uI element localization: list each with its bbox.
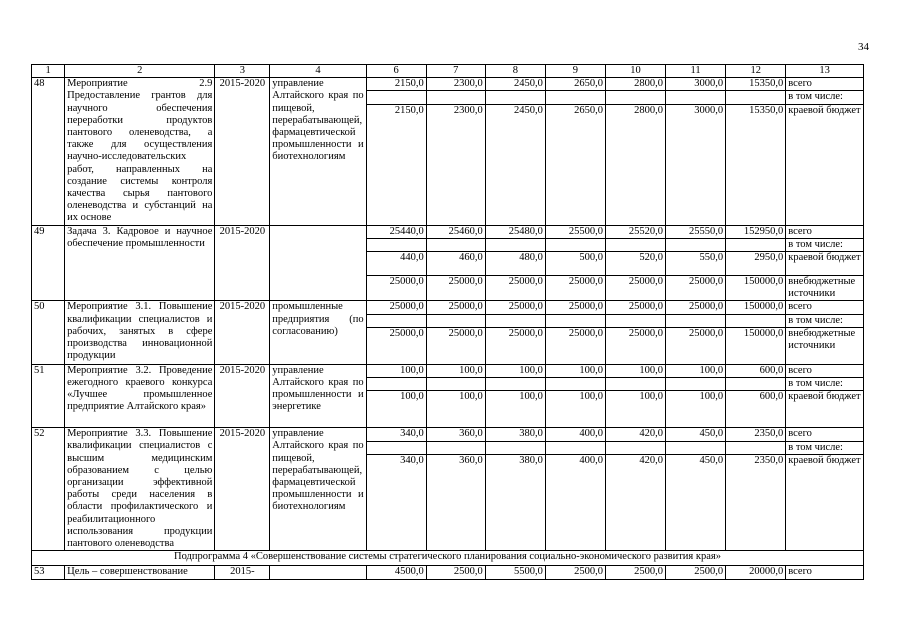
value-cell: 25000,0 xyxy=(666,301,726,314)
row-number: 51 xyxy=(32,364,65,427)
table-row xyxy=(32,364,864,377)
executor: управление Алтайского края по пищевой, перерабатывающей, фармацевтической промышленности и биотехнологиям xyxy=(270,428,366,551)
value-cell: 2150,0 xyxy=(366,104,426,225)
empty-cell xyxy=(605,441,665,454)
value-cell: 4500,0 xyxy=(366,566,426,579)
value-cell: 25550,0 xyxy=(666,225,726,238)
value-cell: 340,0 xyxy=(366,428,426,441)
table-row xyxy=(32,566,864,579)
value-cell: 460,0 xyxy=(426,252,485,276)
value-cell: 360,0 xyxy=(426,454,485,551)
value-cell: 3000,0 xyxy=(666,104,726,225)
value-cell: 150000,0 xyxy=(726,327,786,364)
empty-cell xyxy=(605,314,665,327)
empty-cell xyxy=(485,238,545,251)
value-cell: 600,0 xyxy=(726,364,786,377)
source-note: внебюджетные источники xyxy=(786,276,864,301)
source-note: всего xyxy=(786,225,864,238)
col-header: 2 xyxy=(65,65,215,78)
col-header: 12 xyxy=(726,65,786,78)
value-cell: 25440,0 xyxy=(366,225,426,238)
value-cell: 150000,0 xyxy=(726,301,786,314)
value-cell: 2500,0 xyxy=(545,566,605,579)
col-header: 13 xyxy=(786,65,864,78)
empty-cell xyxy=(666,238,726,251)
empty-cell xyxy=(666,441,726,454)
measure-name: Мероприятие 2.9 Предоставление грантов для научного обеспечения переработки продуктов пантового оленеводства, а также для осуществления научно-исследовательских работ, направленных на создание системы контроля качества сырья пантового оленеводства и субстанций на их основе xyxy=(65,78,215,225)
source-note: в том числе: xyxy=(786,238,864,251)
value-cell: 100,0 xyxy=(485,391,545,428)
col-header: 1 xyxy=(32,65,65,78)
value-cell: 25000,0 xyxy=(485,327,545,364)
value-cell: 25000,0 xyxy=(485,301,545,314)
empty-cell xyxy=(726,238,786,251)
value-cell: 2350,0 xyxy=(726,454,786,551)
executor: управление Алтайского края по промышленности и энергетике xyxy=(270,364,366,427)
col-header: 4 xyxy=(270,65,366,78)
measure-name: Цель – совершенствование xyxy=(65,566,215,579)
measure-name: Мероприятие 3.2. Проведение ежегодного краевого конкурса «Лучшее промышленное предприятие Алтайского края» xyxy=(65,364,215,427)
source-note: краевой бюджет xyxy=(786,252,864,276)
empty-cell xyxy=(426,238,485,251)
value-cell: 450,0 xyxy=(666,428,726,441)
executor: управление Алтайского края по пищевой, перерабатывающей, фармацевтической промышленности и биотехнологиям xyxy=(270,78,366,225)
empty-cell xyxy=(605,238,665,251)
value-cell: 420,0 xyxy=(605,454,665,551)
value-cell: 25000,0 xyxy=(426,327,485,364)
value-cell: 25000,0 xyxy=(605,276,665,301)
table-row xyxy=(32,78,864,91)
value-cell: 25000,0 xyxy=(426,301,485,314)
source-note: в том числе: xyxy=(786,378,864,391)
period: 2015-2020 xyxy=(215,428,270,551)
source-note: краевой бюджет xyxy=(786,391,864,428)
row-number: 52 xyxy=(32,428,65,551)
col-header: 9 xyxy=(545,65,605,78)
empty-cell xyxy=(426,441,485,454)
executor: промышленные предприятия (по согласованию) xyxy=(270,301,366,364)
column-header-row xyxy=(32,65,864,78)
col-header: 6 xyxy=(366,65,426,78)
value-cell: 2500,0 xyxy=(605,566,665,579)
value-cell: 550,0 xyxy=(666,252,726,276)
value-cell: 25000,0 xyxy=(366,301,426,314)
program-table xyxy=(31,64,864,580)
row-number: 48 xyxy=(32,78,65,225)
source-note: всего xyxy=(786,78,864,91)
value-cell: 25000,0 xyxy=(366,276,426,301)
value-cell: 2450,0 xyxy=(485,104,545,225)
value-cell: 420,0 xyxy=(605,428,665,441)
empty-cell xyxy=(485,314,545,327)
value-cell: 380,0 xyxy=(485,454,545,551)
value-cell: 2650,0 xyxy=(545,78,605,91)
subprogram-row xyxy=(32,551,864,566)
value-cell: 500,0 xyxy=(545,252,605,276)
empty-cell xyxy=(726,91,786,104)
source-note: всего xyxy=(786,364,864,377)
col-header: 3 xyxy=(215,65,270,78)
value-cell: 100,0 xyxy=(366,391,426,428)
value-cell: 25000,0 xyxy=(426,276,485,301)
source-note: в том числе: xyxy=(786,91,864,104)
value-cell: 2500,0 xyxy=(426,566,485,579)
empty-cell xyxy=(366,314,426,327)
value-cell: 520,0 xyxy=(605,252,665,276)
empty-cell xyxy=(366,378,426,391)
period: 2015- xyxy=(215,566,270,579)
period: 2015-2020 xyxy=(215,364,270,427)
value-cell: 2300,0 xyxy=(426,78,485,91)
value-cell: 2150,0 xyxy=(366,78,426,91)
table-row xyxy=(32,428,864,441)
value-cell: 25000,0 xyxy=(545,327,605,364)
value-cell: 2800,0 xyxy=(605,104,665,225)
value-cell: 100,0 xyxy=(545,364,605,377)
source-note: краевой бюджет xyxy=(786,104,864,225)
source-note: внебюджетные источники xyxy=(786,327,864,364)
value-cell: 440,0 xyxy=(366,252,426,276)
value-cell: 100,0 xyxy=(545,391,605,428)
empty-cell xyxy=(485,91,545,104)
value-cell: 400,0 xyxy=(545,428,605,441)
empty-cell xyxy=(426,91,485,104)
row-number: 53 xyxy=(32,566,65,579)
value-cell: 20000,0 xyxy=(726,566,786,579)
value-cell: 25000,0 xyxy=(605,301,665,314)
empty-cell xyxy=(366,238,426,251)
period: 2015-2020 xyxy=(215,301,270,364)
empty-cell xyxy=(726,441,786,454)
value-cell: 380,0 xyxy=(485,428,545,441)
executor xyxy=(270,566,366,579)
value-cell: 100,0 xyxy=(666,364,726,377)
empty-cell xyxy=(666,378,726,391)
value-cell: 100,0 xyxy=(666,391,726,428)
value-cell: 3000,0 xyxy=(666,78,726,91)
value-cell: 25000,0 xyxy=(366,327,426,364)
row-number: 50 xyxy=(32,301,65,364)
value-cell: 100,0 xyxy=(605,364,665,377)
value-cell: 25000,0 xyxy=(605,327,665,364)
empty-cell xyxy=(426,378,485,391)
value-cell: 480,0 xyxy=(485,252,545,276)
empty-cell xyxy=(605,378,665,391)
table-row xyxy=(32,225,864,238)
measure-name: Мероприятие 3.1. Повышение квалификации специалистов и рабочих, занятых в сфере производства инновационной продукции xyxy=(65,301,215,364)
empty-cell xyxy=(366,441,426,454)
table-row xyxy=(32,301,864,314)
value-cell: 25480,0 xyxy=(485,225,545,238)
value-cell: 360,0 xyxy=(426,428,485,441)
value-cell: 2500,0 xyxy=(666,566,726,579)
source-note: краевой бюджет xyxy=(786,454,864,551)
value-cell: 25520,0 xyxy=(605,225,665,238)
source-note: всего xyxy=(786,301,864,314)
value-cell: 340,0 xyxy=(366,454,426,551)
value-cell: 2300,0 xyxy=(426,104,485,225)
empty-cell xyxy=(545,314,605,327)
empty-cell xyxy=(426,314,485,327)
measure-name: Мероприятие 3.3. Повышение квалификации специалистов с высшим медицинским образованием с целью организации эффективной работы среди населения в области профилактического и реабилитационного использования продукции пантового оленеводства xyxy=(65,428,215,551)
value-cell: 2350,0 xyxy=(726,428,786,441)
value-cell: 25000,0 xyxy=(485,276,545,301)
col-header: 8 xyxy=(485,65,545,78)
empty-cell xyxy=(666,314,726,327)
value-cell: 150000,0 xyxy=(726,276,786,301)
value-cell: 450,0 xyxy=(666,454,726,551)
value-cell: 100,0 xyxy=(605,391,665,428)
value-cell: 25000,0 xyxy=(666,276,726,301)
value-cell: 15350,0 xyxy=(726,104,786,225)
empty-cell xyxy=(726,314,786,327)
empty-cell xyxy=(485,378,545,391)
period: 2015-2020 xyxy=(215,225,270,301)
empty-cell xyxy=(545,378,605,391)
col-header: 11 xyxy=(666,65,726,78)
page-number: 34 xyxy=(858,41,869,53)
value-cell: 2950,0 xyxy=(726,252,786,276)
empty-cell xyxy=(666,91,726,104)
empty-cell xyxy=(366,91,426,104)
value-cell: 100,0 xyxy=(426,364,485,377)
col-header: 10 xyxy=(605,65,665,78)
value-cell: 5500,0 xyxy=(485,566,545,579)
value-cell: 2450,0 xyxy=(485,78,545,91)
value-cell: 152950,0 xyxy=(726,225,786,238)
source-note: в том числе: xyxy=(786,314,864,327)
value-cell: 15350,0 xyxy=(726,78,786,91)
source-note: всего xyxy=(786,428,864,441)
value-cell: 100,0 xyxy=(485,364,545,377)
value-cell: 2800,0 xyxy=(605,78,665,91)
value-cell: 25000,0 xyxy=(545,301,605,314)
empty-cell xyxy=(545,91,605,104)
period: 2015-2020 xyxy=(215,78,270,225)
source-note: в том числе: xyxy=(786,441,864,454)
value-cell: 600,0 xyxy=(726,391,786,428)
empty-cell xyxy=(726,378,786,391)
value-cell: 25500,0 xyxy=(545,225,605,238)
value-cell: 25000,0 xyxy=(545,276,605,301)
empty-cell xyxy=(485,441,545,454)
executor xyxy=(270,225,366,301)
value-cell: 100,0 xyxy=(366,364,426,377)
value-cell: 2650,0 xyxy=(545,104,605,225)
value-cell: 25460,0 xyxy=(426,225,485,238)
value-cell: 25000,0 xyxy=(666,327,726,364)
row-number: 49 xyxy=(32,225,65,301)
source-note: всего xyxy=(786,566,864,579)
measure-name: Задача 3. Кадровое и научное обеспечение промышленности xyxy=(65,225,215,301)
empty-cell xyxy=(605,91,665,104)
col-header: 7 xyxy=(426,65,485,78)
value-cell: 400,0 xyxy=(545,454,605,551)
value-cell: 100,0 xyxy=(426,391,485,428)
empty-cell xyxy=(545,238,605,251)
subprogram-title: Подпрограмма 4 «Совершенствование системы стратегического планирования социально-экономического развития края» xyxy=(32,551,864,566)
empty-cell xyxy=(545,441,605,454)
